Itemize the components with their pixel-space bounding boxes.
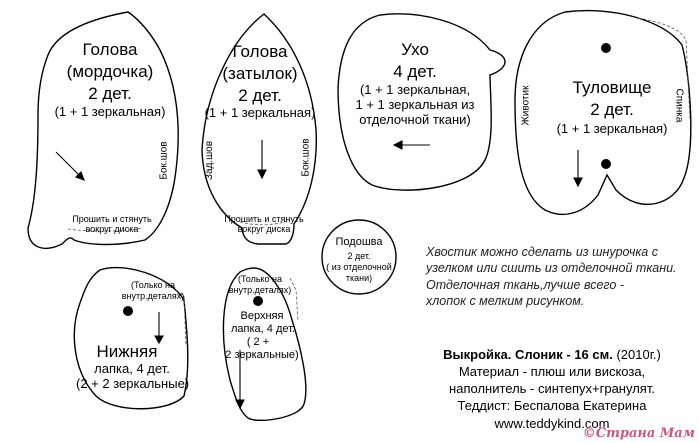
head-back-sub: (затылок) [222, 64, 298, 83]
lower-paw-line1: лапка, 4 дет. [94, 361, 170, 376]
head-back-stitch: Прошить и стянуть [224, 214, 304, 224]
head-front-stitch: Прошить и стянуть [72, 214, 152, 224]
head-front-title: Голова [82, 40, 138, 59]
body-title: Туловище [572, 78, 652, 97]
head-front-sub: (мордочка) [66, 62, 154, 81]
note-line1: Хвостик можно сделать из шнурочка с [426, 245, 658, 259]
ear-line1: (1 + 1 зеркальная, [359, 82, 471, 97]
head-front-mirror: (1 + 1 зеркальная) [54, 104, 166, 119]
body-count: 2 дет. [590, 100, 634, 119]
body-belly-label: Животик [520, 85, 532, 126]
head-back-count: 2 дет. [238, 86, 282, 105]
body-eye-dot-bottom [601, 159, 611, 169]
footer-line3: наполнитель - синтепух+гранулят. [449, 381, 655, 397]
upper-paw-dot [253, 296, 263, 306]
body-eye-dot-top [601, 43, 611, 53]
note-line2: узелком или сшить из отделочной ткани. [426, 261, 677, 276]
head-front-side-seam: Бок.шов [158, 141, 170, 180]
lower-paw-inner2: внутр.деталях) [121, 291, 185, 301]
upper-paw-inner1: (Только на [237, 274, 283, 284]
tail-note [426, 244, 677, 309]
body-back-label: Спинка [673, 88, 685, 123]
head-back-back-seam: Зад.шов [204, 140, 216, 181]
watermark: ©Страна Мам [582, 426, 695, 441]
footer-line2: Материал - плюш или вискоза, [458, 364, 646, 380]
upper-paw-line1: лапка, 4 дет. [231, 323, 295, 335]
sole-count: 2 дет. [347, 251, 371, 261]
head-back-title: Голова [232, 42, 288, 61]
sole-line2: ткани) [345, 273, 373, 283]
head-back-side-seam: Бок.шов [300, 138, 312, 177]
footer-year: (2010г.) [612, 347, 661, 362]
head-back-mirror: (1 + 1 зеркальная) [204, 105, 316, 120]
upper-paw-line3: 2 зеркальные) [225, 349, 299, 361]
sole-line1: ( из отделочной [326, 262, 392, 272]
ear-line3: отделочной ткани) [359, 112, 471, 127]
upper-paw-title: Верхняя [240, 310, 284, 322]
body-mirror: (1 + 1 зеркальная) [556, 121, 668, 136]
lower-paw-line2: (2 + 2 зеркальные) [76, 376, 190, 391]
note-line4: хлопок с мелким рисунком. [426, 293, 585, 308]
ear-title: Ухо [401, 40, 429, 59]
pattern-footer [418, 346, 686, 432]
footer-title: Выкройка. Слоник - 16 см. [443, 347, 613, 362]
upper-paw-line2: ( 2 + [246, 336, 270, 348]
head-front-count: 2 дет. [88, 84, 132, 103]
head-back-stitch2: вокруг диска [237, 224, 291, 234]
ear-line2: 1 + 1 зеркальная из [355, 97, 475, 112]
lower-paw-title: Нижняя [96, 342, 158, 361]
lower-paw-inner1: (Только на [130, 280, 176, 290]
ear-count: 4 дет. [393, 62, 437, 81]
lower-paw-dot [123, 306, 133, 316]
upper-paw-inner2: внутр.деталях) [228, 285, 292, 295]
footer-title-row [418, 346, 686, 363]
footer-website-link[interactable]: www.teddykind.com [494, 415, 610, 431]
head-front-stitch2: вокруг диска [85, 224, 139, 234]
footer-line4: Теддист: Беспалова Екатерина [457, 398, 647, 414]
sole-title: Подошва [335, 236, 383, 248]
note-line3: Отделочная ткань,лучше всего - [426, 277, 625, 292]
